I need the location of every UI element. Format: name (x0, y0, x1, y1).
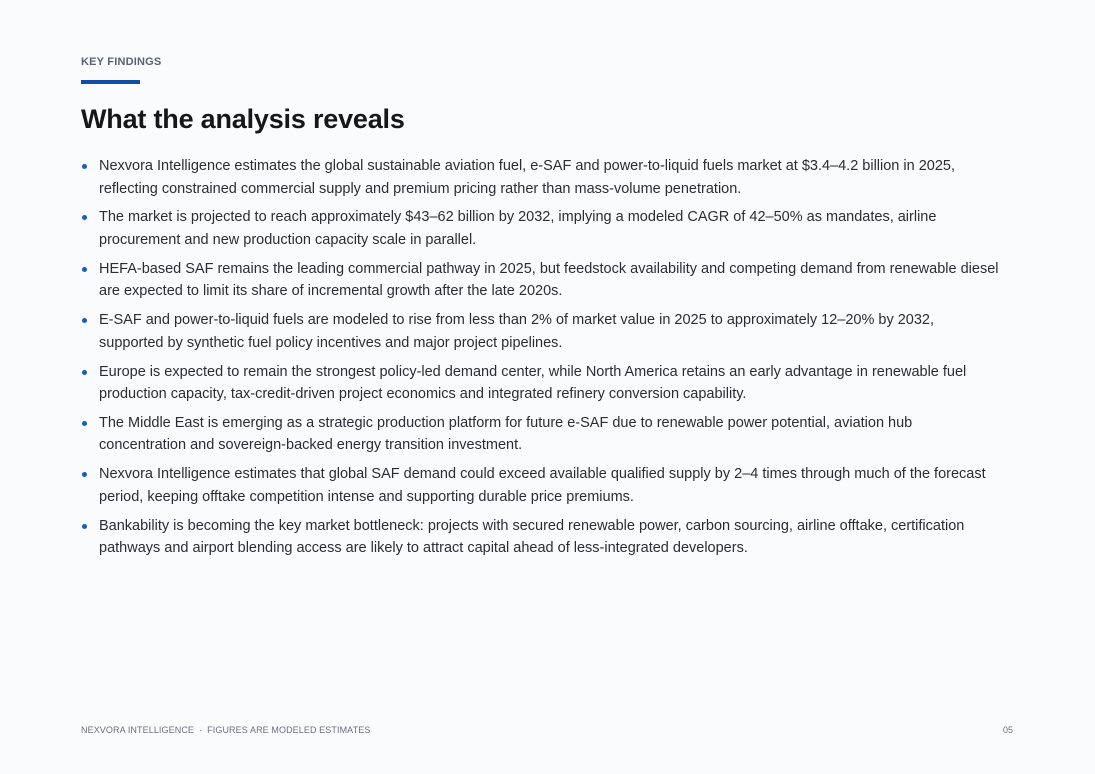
page-title: What the analysis reveals (81, 104, 405, 134)
finding-item (81, 258, 1001, 303)
report-page (81, 0, 1015, 774)
finding-text: Bankability is becoming the key market bottleneck: projects with secured renewable power, carbon sourcing, airline offtake, certification pathways and airport blending access are likely to attract capital ahead of less-integrated developers. (99, 517, 965, 557)
bullet-dot (82, 318, 87, 323)
bullet-dot (82, 472, 87, 477)
bullet-dot (82, 421, 87, 426)
footer-note (81, 725, 370, 735)
accent-bar (81, 80, 140, 84)
findings-list (81, 155, 1001, 566)
finding-item (81, 309, 1001, 354)
finding-item (81, 361, 1001, 406)
bullet-dot (82, 267, 87, 272)
bullet-dot (82, 215, 87, 220)
finding-item (81, 412, 1001, 457)
finding-item (81, 515, 1001, 560)
finding-text: Nexvora Intelligence estimates that global SAF demand could exceed available qualified supply by 2–4 times through much of the forecast period, keeping offtake competition intense and supporting durable price premiums. (99, 466, 986, 505)
finding-text: The Middle East is emerging as a strategic production platform for future e-SAF due to renewable power potential, aviation hub concentration and sovereign-backed energy transition investment. (99, 414, 913, 454)
finding-text: Nexvora Intelligence estimates the global sustainable aviation fuel, e-SAF and power-to-liquid fuels market at $3.4–4.2 billion in 2025, reflecting constrained commercial supply and premium pricing rather than mass-volume penetration. (99, 158, 955, 197)
section-eyebrow: KEY FINDINGS (81, 56, 162, 68)
bullet-dot (82, 370, 87, 375)
footer-brand: NEXVORA INTELLIGENCE (81, 725, 195, 735)
finding-item (81, 155, 1001, 200)
finding-text: Europe is expected to remain the strongest policy-led demand center, while North America retains an early advantage in renewable fuel production capacity, tax-credit-driven project economics and integrated refinery conversion capability. (99, 363, 967, 403)
finding-text: HEFA-based SAF remains the leading commercial pathway in 2025, but feedstock availability and competing demand from renewable diesel are expected to limit its share of incremental growth after the late 2020s. (99, 260, 999, 300)
finding-item (81, 206, 1001, 251)
finding-text: The market is projected to reach approximately $43–62 billion by 2032, implying a modeled CAGR of 42–50% as mandates, airline procurement and new production capacity scale in parallel. (99, 209, 937, 248)
bullet-dot (82, 524, 87, 529)
footer-disclaimer: FIGURES ARE MODELED ESTIMATES (207, 725, 371, 735)
footer-separator: · (199, 725, 203, 735)
finding-item (81, 463, 1001, 508)
page-number: 05 (1002, 725, 1013, 735)
finding-text: E-SAF and power-to-liquid fuels are modeled to rise from less than 2% of market value in 2025 to approximately 12–20% by 2032, supported by synthetic fuel policy incentives and major project pipelines. (99, 312, 935, 351)
bullet-dot (82, 164, 87, 169)
